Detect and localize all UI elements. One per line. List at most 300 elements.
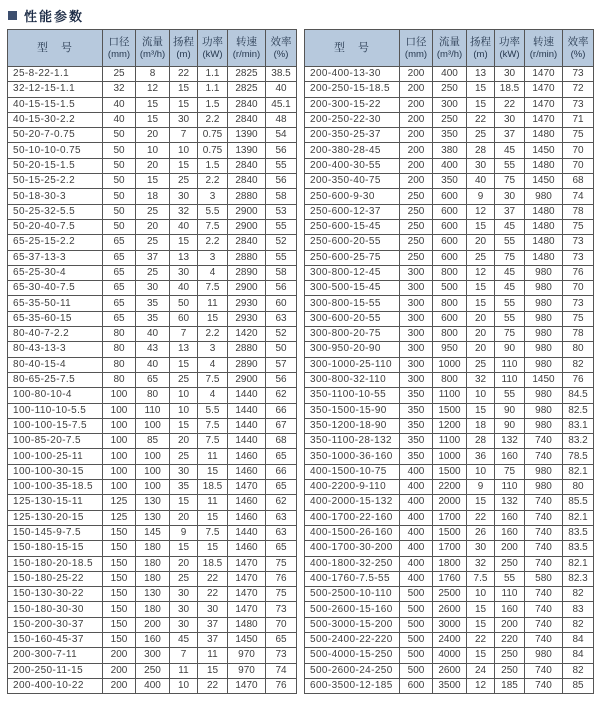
cell-efficiency: 85.5 [563, 495, 594, 510]
cell-power: 110 [495, 372, 525, 387]
table-row [8, 82, 297, 97]
cell-power: 2.2 [198, 174, 228, 189]
cell-power: 160 [495, 602, 525, 617]
table-row [305, 663, 594, 678]
cell-diameter: 500 [400, 587, 433, 602]
cell-head: 9 [467, 480, 495, 495]
cell-head: 10 [170, 403, 198, 418]
cell-speed: 740 [525, 495, 563, 510]
cell-model: 500-4000-15-250 [305, 648, 400, 663]
cell-power: 160 [495, 510, 525, 525]
cell-head: 22 [467, 510, 495, 525]
section-bullet-icon [8, 11, 17, 20]
cell-head: 12 [467, 678, 495, 693]
cell-efficiency: 73 [563, 250, 594, 265]
cell-power: 0.75 [198, 128, 228, 143]
cell-speed: 740 [525, 587, 563, 602]
cell-power: 15 [198, 663, 228, 678]
cell-speed: 2880 [228, 250, 266, 265]
cell-flow: 1700 [433, 541, 467, 556]
cell-power: 0.75 [198, 143, 228, 158]
cell-speed: 1470 [525, 67, 563, 82]
cell-power: 15 [198, 311, 228, 326]
cell-power: 200 [495, 617, 525, 632]
cell-model: 350-1200-18-90 [305, 418, 400, 433]
cell-power: 37 [198, 617, 228, 632]
cell-flow: 1760 [433, 571, 467, 586]
table-header [305, 30, 594, 67]
cell-power: 7.5 [198, 372, 228, 387]
cell-diameter: 300 [400, 357, 433, 372]
cell-speed: 1470 [228, 556, 266, 571]
cell-flow: 300 [433, 97, 467, 112]
table-row [8, 189, 297, 204]
tables-container [7, 29, 593, 694]
cell-diameter: 250 [400, 250, 433, 265]
table-row [305, 372, 594, 387]
cell-head: 13 [467, 67, 495, 82]
cell-speed: 740 [525, 632, 563, 647]
cell-speed: 980 [525, 327, 563, 342]
cell-model: 65-35-60-15 [8, 311, 103, 326]
table-row [8, 632, 297, 647]
cell-model: 125-130-20-15 [8, 510, 103, 525]
cell-model: 32-12-15-1.1 [8, 82, 103, 97]
cell-model: 250-600-9-30 [305, 189, 400, 204]
cell-head: 20 [170, 510, 198, 525]
cell-head: 15 [467, 602, 495, 617]
cell-head: 10 [467, 464, 495, 479]
cell-speed: 1480 [228, 617, 266, 632]
cell-speed: 2825 [228, 67, 266, 82]
cell-power: 45 [495, 281, 525, 296]
col-header-flow: 流量 (m³/h) [433, 30, 467, 67]
cell-flow: 800 [433, 265, 467, 280]
table-row [305, 556, 594, 571]
cell-model: 200-350-40-75 [305, 174, 400, 189]
cell-head: 10 [467, 587, 495, 602]
cell-power: 250 [495, 556, 525, 571]
cell-speed: 740 [525, 556, 563, 571]
cell-efficiency: 68 [563, 174, 594, 189]
cell-power: 110 [495, 357, 525, 372]
cell-head: 10 [170, 678, 198, 693]
cell-head: 15 [170, 97, 198, 112]
cell-speed: 740 [525, 663, 563, 678]
cell-model: 600-3500-12-185 [305, 678, 400, 693]
cell-flow: 380 [433, 143, 467, 158]
cell-speed: 970 [228, 648, 266, 663]
cell-diameter: 100 [103, 403, 136, 418]
cell-diameter: 50 [103, 219, 136, 234]
cell-model: 200-300-15-22 [305, 97, 400, 112]
cell-speed: 1440 [228, 388, 266, 403]
col-header-head: 扬程 (m) [467, 30, 495, 67]
cell-model: 100-110-10-5.5 [8, 403, 103, 418]
cell-head: 15 [170, 495, 198, 510]
cell-model: 250-600-25-75 [305, 250, 400, 265]
cell-model: 50-20-15-1.5 [8, 158, 103, 173]
cell-power: 30 [495, 189, 525, 204]
cell-speed: 1470 [525, 112, 563, 127]
cell-model: 300-800-12-45 [305, 265, 400, 280]
cell-model: 500-2500-10-110 [305, 587, 400, 602]
table-row [305, 464, 594, 479]
table-row [8, 158, 297, 173]
cell-power: 1.5 [198, 158, 228, 173]
cell-flow: 400 [136, 678, 170, 693]
cell-efficiency: 56 [266, 143, 297, 158]
cell-diameter: 50 [103, 174, 136, 189]
cell-efficiency: 75 [266, 556, 297, 571]
table-body [305, 67, 594, 694]
table-row [8, 112, 297, 127]
table-row [305, 281, 594, 296]
cell-head: 7 [170, 327, 198, 342]
cell-speed: 1390 [228, 143, 266, 158]
cell-efficiency: 78.5 [563, 449, 594, 464]
cell-speed: 2840 [228, 235, 266, 250]
cell-efficiency: 55 [266, 250, 297, 265]
cell-power: 30 [198, 602, 228, 617]
cell-model: 50-25-32-5.5 [8, 204, 103, 219]
cell-diameter: 40 [103, 97, 136, 112]
cell-flow: 1500 [433, 403, 467, 418]
cell-model: 500-2400-22-220 [305, 632, 400, 647]
cell-head: 22 [467, 112, 495, 127]
cell-flow: 25 [136, 235, 170, 250]
table-row [8, 67, 297, 82]
cell-power: 7.5 [198, 281, 228, 296]
cell-speed: 980 [525, 311, 563, 326]
cell-diameter: 65 [103, 250, 136, 265]
cell-power: 22 [198, 587, 228, 602]
cell-diameter: 50 [103, 128, 136, 143]
cell-diameter: 65 [103, 296, 136, 311]
cell-head: 22 [467, 632, 495, 647]
table-row [8, 648, 297, 663]
cell-diameter: 500 [400, 602, 433, 617]
cell-head: 30 [467, 158, 495, 173]
cell-model: 350-1500-15-90 [305, 403, 400, 418]
cell-flow: 25 [136, 265, 170, 280]
cell-head: 30 [170, 189, 198, 204]
cell-diameter: 300 [400, 311, 433, 326]
cell-power: 7.5 [198, 418, 228, 433]
col-header-power: 功率 (kW) [198, 30, 228, 67]
cell-model: 150-180-30-30 [8, 602, 103, 617]
cell-power: 55 [495, 235, 525, 250]
cell-diameter: 500 [400, 617, 433, 632]
cell-efficiency: 83.5 [563, 525, 594, 540]
cell-speed: 2900 [228, 281, 266, 296]
cell-head: 13 [170, 342, 198, 357]
cell-head: 40 [467, 174, 495, 189]
cell-diameter: 125 [103, 510, 136, 525]
cell-diameter: 65 [103, 235, 136, 250]
cell-speed: 2900 [228, 219, 266, 234]
cell-flow: 15 [136, 97, 170, 112]
cell-power: 18.5 [495, 82, 525, 97]
cell-head: 10 [170, 143, 198, 158]
table-row [305, 342, 594, 357]
cell-power: 11 [198, 648, 228, 663]
cell-power: 37 [198, 632, 228, 647]
cell-head: 9 [467, 189, 495, 204]
cell-model: 350-1100-28-132 [305, 434, 400, 449]
table-row [305, 265, 594, 280]
cell-diameter: 50 [103, 189, 136, 204]
cell-power: 45 [495, 219, 525, 234]
table-row [305, 434, 594, 449]
cell-efficiency: 83.5 [563, 541, 594, 556]
cell-speed: 980 [525, 480, 563, 495]
cell-efficiency: 76 [563, 372, 594, 387]
cell-flow: 600 [433, 250, 467, 265]
cell-diameter: 80 [103, 342, 136, 357]
table-row [8, 281, 297, 296]
cell-head: 7 [170, 648, 198, 663]
table-row [8, 388, 297, 403]
cell-flow: 2200 [433, 480, 467, 495]
cell-flow: 85 [136, 434, 170, 449]
table-row [305, 403, 594, 418]
cell-model: 150-180-20-18.5 [8, 556, 103, 571]
cell-efficiency: 83 [563, 602, 594, 617]
cell-flow: 600 [433, 204, 467, 219]
cell-power: 75 [495, 464, 525, 479]
cell-flow: 1100 [433, 388, 467, 403]
cell-speed: 1480 [525, 235, 563, 250]
cell-diameter: 400 [400, 510, 433, 525]
cell-flow: 20 [136, 128, 170, 143]
cell-efficiency: 72 [563, 82, 594, 97]
table-row [305, 82, 594, 97]
cell-power: 90 [495, 418, 525, 433]
cell-efficiency: 83.1 [563, 418, 594, 433]
cell-diameter: 65 [103, 265, 136, 280]
cell-diameter: 200 [103, 663, 136, 678]
cell-head: 28 [467, 434, 495, 449]
cell-efficiency: 50 [266, 342, 297, 357]
cell-model: 150-130-30-22 [8, 587, 103, 602]
table-row [305, 541, 594, 556]
cell-model: 50-10-10-0.75 [8, 143, 103, 158]
cell-efficiency: 52 [266, 235, 297, 250]
cell-model: 65-25-30-4 [8, 265, 103, 280]
cell-diameter: 50 [103, 158, 136, 173]
section-header [8, 5, 593, 26]
table-row [8, 434, 297, 449]
performance-table-right [304, 29, 594, 694]
cell-model: 65-37-13-3 [8, 250, 103, 265]
cell-head: 15 [170, 541, 198, 556]
cell-head: 25 [170, 372, 198, 387]
cell-efficiency: 45.1 [266, 97, 297, 112]
cell-power: 5.5 [198, 403, 228, 418]
cell-speed: 1480 [525, 250, 563, 265]
cell-flow: 30 [136, 281, 170, 296]
cell-diameter: 150 [103, 571, 136, 586]
cell-efficiency: 55 [266, 158, 297, 173]
cell-power: 15 [198, 510, 228, 525]
cell-flow: 100 [136, 449, 170, 464]
cell-diameter: 100 [103, 434, 136, 449]
cell-diameter: 50 [103, 204, 136, 219]
table-row [305, 525, 594, 540]
cell-head: 10 [467, 388, 495, 403]
cell-flow: 200 [136, 617, 170, 632]
cell-flow: 300 [136, 648, 170, 663]
cell-head: 15 [467, 617, 495, 632]
cell-head: 60 [170, 311, 198, 326]
cell-model: 400-1700-22-160 [305, 510, 400, 525]
cell-diameter: 350 [400, 449, 433, 464]
cell-flow: 2000 [433, 495, 467, 510]
cell-efficiency: 74 [563, 189, 594, 204]
cell-speed: 980 [525, 464, 563, 479]
cell-diameter: 150 [103, 632, 136, 647]
cell-head: 45 [170, 632, 198, 647]
cell-flow: 600 [433, 219, 467, 234]
table-row [305, 648, 594, 663]
table-row [8, 556, 297, 571]
table-row [305, 495, 594, 510]
cell-head: 25 [170, 449, 198, 464]
cell-model: 50-20-40-7.5 [8, 219, 103, 234]
cell-flow: 350 [433, 174, 467, 189]
cell-power: 90 [495, 342, 525, 357]
col-header-flow: 流量 (m³/h) [136, 30, 170, 67]
cell-flow: 400 [433, 158, 467, 173]
cell-efficiency: 75 [563, 311, 594, 326]
cell-model: 100-80-10-4 [8, 388, 103, 403]
cell-diameter: 400 [400, 556, 433, 571]
cell-flow: 180 [136, 541, 170, 556]
cell-speed: 2930 [228, 296, 266, 311]
cell-head: 18 [467, 418, 495, 433]
cell-flow: 100 [136, 480, 170, 495]
table-row [8, 617, 297, 632]
cell-flow: 800 [433, 372, 467, 387]
table-row [305, 311, 594, 326]
cell-model: 200-380-28-45 [305, 143, 400, 158]
cell-power: 75 [495, 327, 525, 342]
cell-power: 110 [495, 480, 525, 495]
cell-head: 15 [467, 495, 495, 510]
cell-efficiency: 75 [563, 219, 594, 234]
cell-flow: 350 [433, 128, 467, 143]
cell-speed: 1460 [228, 495, 266, 510]
cell-speed: 740 [525, 678, 563, 693]
cell-model: 80-43-13-3 [8, 342, 103, 357]
table-row [8, 235, 297, 250]
cell-head: 30 [170, 602, 198, 617]
table-row [8, 128, 297, 143]
cell-head: 26 [467, 525, 495, 540]
cell-speed: 1440 [228, 403, 266, 418]
cell-power: 3 [198, 342, 228, 357]
cell-efficiency: 70 [563, 143, 594, 158]
cell-flow: 20 [136, 219, 170, 234]
cell-model: 40-15-15-1.5 [8, 97, 103, 112]
table-row [305, 219, 594, 234]
cell-model: 50-18-30-3 [8, 189, 103, 204]
cell-model: 400-1700-30-200 [305, 541, 400, 556]
cell-speed: 740 [525, 602, 563, 617]
cell-head: 25 [467, 128, 495, 143]
cell-model: 300-500-15-45 [305, 281, 400, 296]
cell-power: 22 [198, 571, 228, 586]
cell-diameter: 150 [103, 556, 136, 571]
cell-flow: 8 [136, 67, 170, 82]
cell-speed: 740 [525, 434, 563, 449]
cell-head: 15 [170, 357, 198, 372]
cell-power: 30 [495, 67, 525, 82]
table-row [305, 587, 594, 602]
cell-diameter: 100 [103, 418, 136, 433]
cell-power: 200 [495, 541, 525, 556]
cell-head: 15 [170, 158, 198, 173]
cell-efficiency: 73 [563, 296, 594, 311]
cell-speed: 1420 [228, 327, 266, 342]
table-row [305, 204, 594, 219]
cell-efficiency: 73 [266, 602, 297, 617]
cell-flow: 2600 [433, 663, 467, 678]
cell-diameter: 150 [103, 602, 136, 617]
table-row [8, 296, 297, 311]
table-row [8, 418, 297, 433]
cell-head: 20 [170, 434, 198, 449]
cell-model: 300-800-20-75 [305, 327, 400, 342]
cell-head: 25 [170, 571, 198, 586]
cell-flow: 18 [136, 189, 170, 204]
cell-head: 20 [170, 556, 198, 571]
cell-efficiency: 56 [266, 372, 297, 387]
cell-speed: 1480 [525, 128, 563, 143]
table-row [305, 143, 594, 158]
cell-speed: 1470 [525, 82, 563, 97]
cell-diameter: 400 [400, 541, 433, 556]
cell-diameter: 250 [400, 204, 433, 219]
cell-model: 100-85-20-7.5 [8, 434, 103, 449]
cell-diameter: 400 [400, 480, 433, 495]
cell-power: 4 [198, 265, 228, 280]
cell-diameter: 65 [103, 311, 136, 326]
cell-flow: 600 [433, 189, 467, 204]
cell-efficiency: 84.5 [563, 388, 594, 403]
cell-efficiency: 73 [266, 648, 297, 663]
cell-flow: 20 [136, 158, 170, 173]
table-row [8, 678, 297, 693]
cell-efficiency: 55 [266, 219, 297, 234]
table-row [305, 602, 594, 617]
cell-speed: 970 [228, 663, 266, 678]
cell-flow: 1200 [433, 418, 467, 433]
cell-speed: 1450 [525, 143, 563, 158]
cell-head: 32 [170, 204, 198, 219]
cell-power: 45 [495, 265, 525, 280]
cell-speed: 2900 [228, 204, 266, 219]
cell-flow: 12 [136, 82, 170, 97]
table-row [305, 97, 594, 112]
cell-flow: 43 [136, 342, 170, 357]
cell-diameter: 200 [400, 97, 433, 112]
cell-model: 200-300-7-11 [8, 648, 103, 663]
cell-model: 300-800-15-55 [305, 296, 400, 311]
cell-flow: 250 [433, 112, 467, 127]
cell-head: 30 [170, 112, 198, 127]
